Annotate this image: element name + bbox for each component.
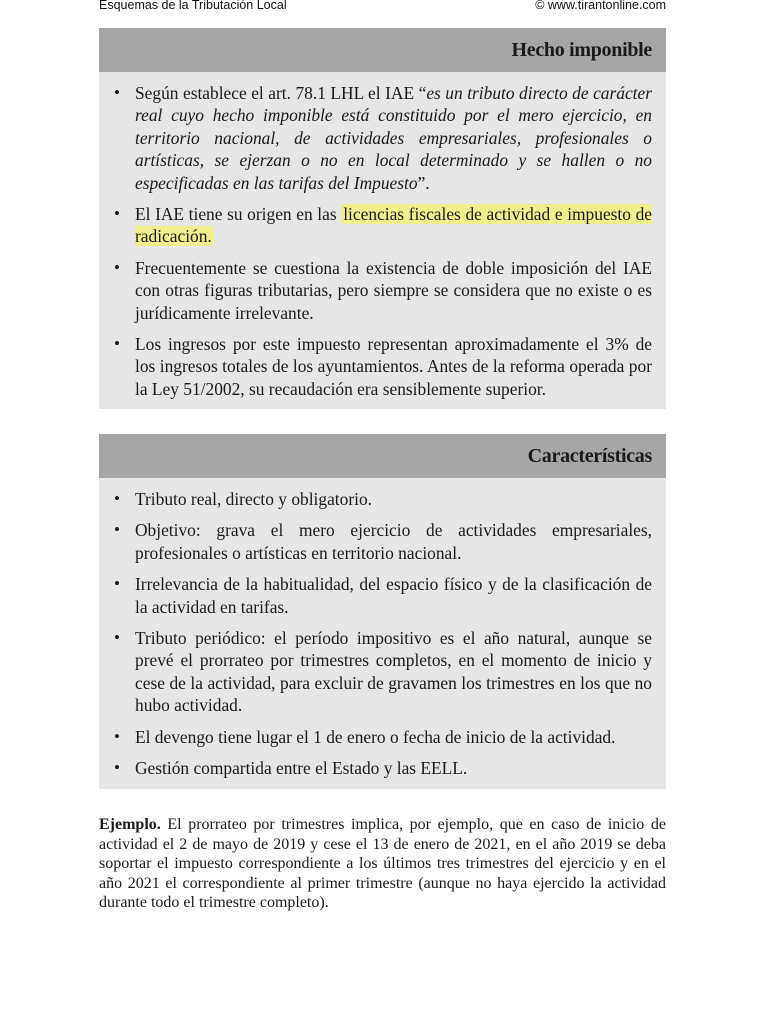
- list-item: • Tributo periódico: el período impositivo es el año natural, aunque se prevé el prorrateo por trimestres completos, en el momento de inicio y cese de la actividad, para excluir de gravamen los trimestres en los que no hubo actividad.: [135, 627, 652, 717]
- list-item: • El devengo tiene lugar el 1 de enero o fecha de inicio de la actividad.: [135, 726, 652, 748]
- section-header: [99, 434, 666, 478]
- bullet-list: [99, 478, 666, 779]
- section-title: Características: [527, 445, 652, 467]
- book-title: Esquemas de la Tributación Local: [99, 0, 287, 12]
- page-header: [99, 0, 666, 14]
- highlighted-text: licencias fiscales de actividad e impuesto de radicación.: [135, 204, 652, 247]
- list-item: • Frecuentemente se cuestiona la existencia de doble imposición del IAE con otras figuras tributarias, pero siempre se considera que no existe o es jurídicamente irrelevante.: [135, 257, 652, 324]
- caracteristicas-section: [99, 434, 666, 789]
- list-item: • Irrelevancia de la habitualidad, del espacio físico y de la clasificación de la actividad en tarifas.: [135, 573, 652, 618]
- source-url: © www.tirantonline.com: [535, 0, 666, 12]
- section-title: Hecho imponible: [511, 39, 652, 61]
- legal-quote: es un tributo directo de carácter real cuyo hecho imponible está constituido por el mero ejercicio, en territorio nacional, de actividades empresariales, profesionales o artísticas, se ejerzan o no en local determinado y se hallen o no especificadas en las tarifas del Impuesto: [135, 83, 652, 193]
- example-label: Ejemplo.: [99, 816, 161, 833]
- list-item: • Según establece el art. 78.1 LHL el IAE “es un tributo directo de carácter real cuyo hecho imponible está constituido por el mero ejercicio, en territorio nacional, de actividades empresariales, profesionales o artísticas, se ejerzan o no en local determinado y se hallen o no especificadas en las tarifas del Impuesto”.: [135, 82, 652, 194]
- list-item: • Gestión compartida entre el Estado y las EELL.: [135, 757, 652, 779]
- example-paragraph: [99, 815, 666, 913]
- list-item: • Los ingresos por este impuesto representan aproximadamente el 3% de los ingresos totales de los ayuntamientos. Antes de la reforma operada por la Ley 51/2002, su recaudación era sensiblemente superior.: [135, 333, 652, 400]
- bullet-list: [99, 72, 666, 400]
- list-item: • Objetivo: grava el mero ejercicio de actividades empresariales, profesionales o artísticas en territorio nacional.: [135, 519, 652, 564]
- list-item: • Tributo real, directo y obligatorio.: [135, 488, 652, 510]
- example-text: El prorrateo por trimestres implica, por ejemplo, que en caso de inicio de actividad el 2 de mayo de 2019 y cese el 13 de enero de 2021, en el año 2019 se deba soportar el impuesto correspondiente a los últimos tres trimestres del ejercicio y en el año 2021 el correspondiente al primer trimestre (aunque no haya ejercido la actividad durante todo el trimestre completo).: [99, 816, 666, 911]
- list-item: • El IAE tiene su origen en las licencias fiscales de actividad e impuesto de radicación.: [135, 203, 652, 248]
- hecho-imponible-section: [99, 28, 666, 409]
- section-header: [99, 28, 666, 72]
